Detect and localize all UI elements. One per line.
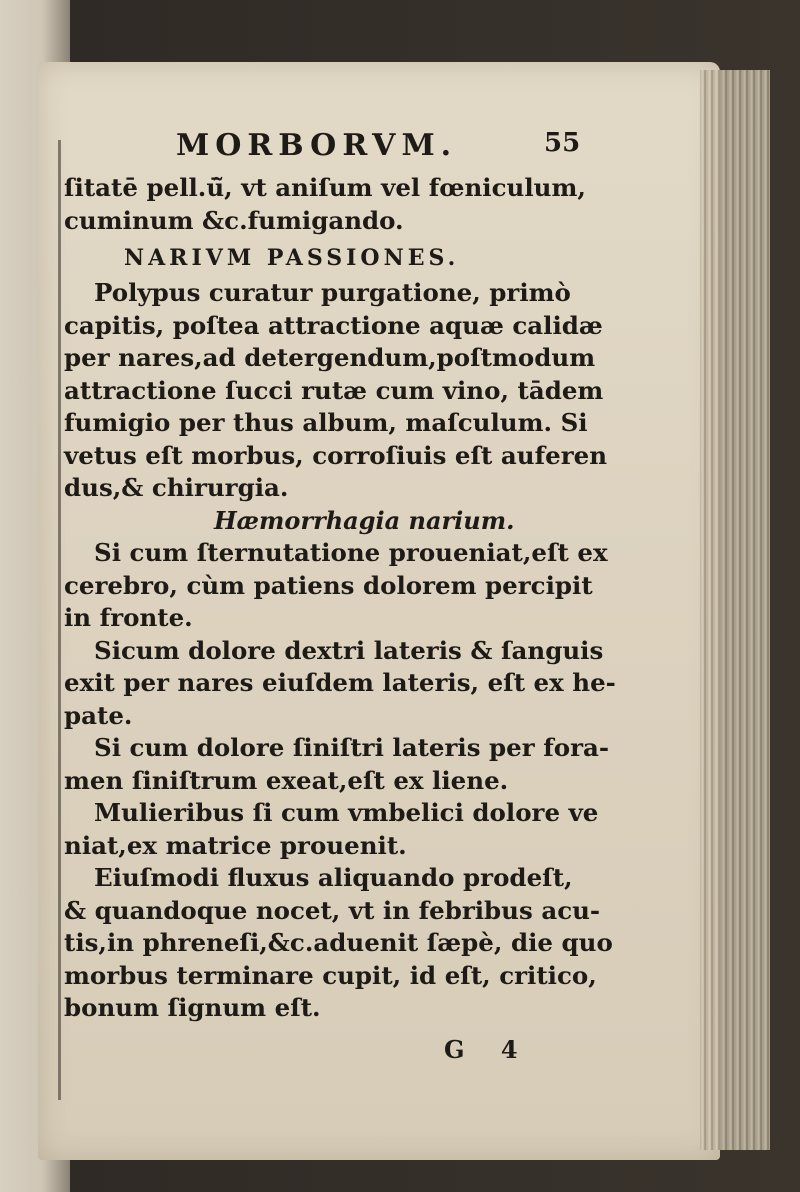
text-line: & quandoque nocet, vt in febribus acu- — [64, 895, 601, 925]
page-number: 55 — [544, 128, 581, 158]
text-line: Eiuſmodi fluxus aliquando prodeſt, — [94, 863, 573, 892]
text-line: bonum ſignum eſt. — [64, 993, 321, 1022]
text-line: fumigio per thus album, maſculum. Si — [64, 408, 588, 437]
text-line: attractione ſucci rutæ cum vino, tādem — [64, 375, 604, 405]
page-text — [64, 128, 624, 1064]
text-line: exit per nares eiuſdem lateris, eſt ex he- — [64, 668, 616, 697]
text-line: morbus terminare cupit, id eſt, critico, — [64, 960, 597, 990]
text-line: niat,ex matrice prouenit. — [64, 830, 407, 860]
text-line: ſitatē pell.ū̃, vt aniſum vel fœniculum, — [64, 173, 586, 202]
text-line: in fronte. — [64, 603, 193, 632]
section-title: NARIVM PASSIONES. — [124, 245, 460, 271]
text-line: Mulieribus ſi cum vmbelici dolore ve — [94, 798, 599, 827]
text-line: cerebro, cùm patiens dolorem percipit — [64, 570, 593, 600]
gutter-shadow — [58, 140, 61, 1100]
text-line: Si cum dolore ſiniſtri lateris per fora- — [94, 733, 610, 762]
text-line: cuminum &c.fumigando. — [64, 205, 404, 235]
subheading: Hæmorrhagia narium. — [214, 505, 515, 535]
text-line: Si cum ſternutatione proueniat,eſt ex — [94, 538, 608, 567]
page-stack-edge — [700, 70, 770, 1150]
text-line: per nares,ad detergendum,poſtmodum — [64, 343, 596, 372]
text-line: vetus eſt morbus, corroſiuis eſt auferen — [64, 440, 608, 470]
signature-mark: G 4 — [444, 1034, 532, 1064]
text-line: pate. — [64, 700, 133, 730]
text-line: Polypus curatur purgatione, primò — [94, 278, 571, 307]
text-line: tis,in phreneſi,&c.aduenit ſæpè, die quo — [64, 928, 613, 957]
text-line: dus,& chirurgia. — [64, 473, 289, 502]
text-line: Sicum dolore dextri lateris & ſanguis — [94, 635, 604, 665]
page-header — [64, 128, 624, 172]
text-line: capitis, poſtea attractione aquæ calidæ — [64, 310, 603, 340]
running-head: MORBORVM. — [176, 128, 458, 163]
text-line: men ſiniſtrum exeat,eſt ex liene. — [64, 765, 509, 795]
